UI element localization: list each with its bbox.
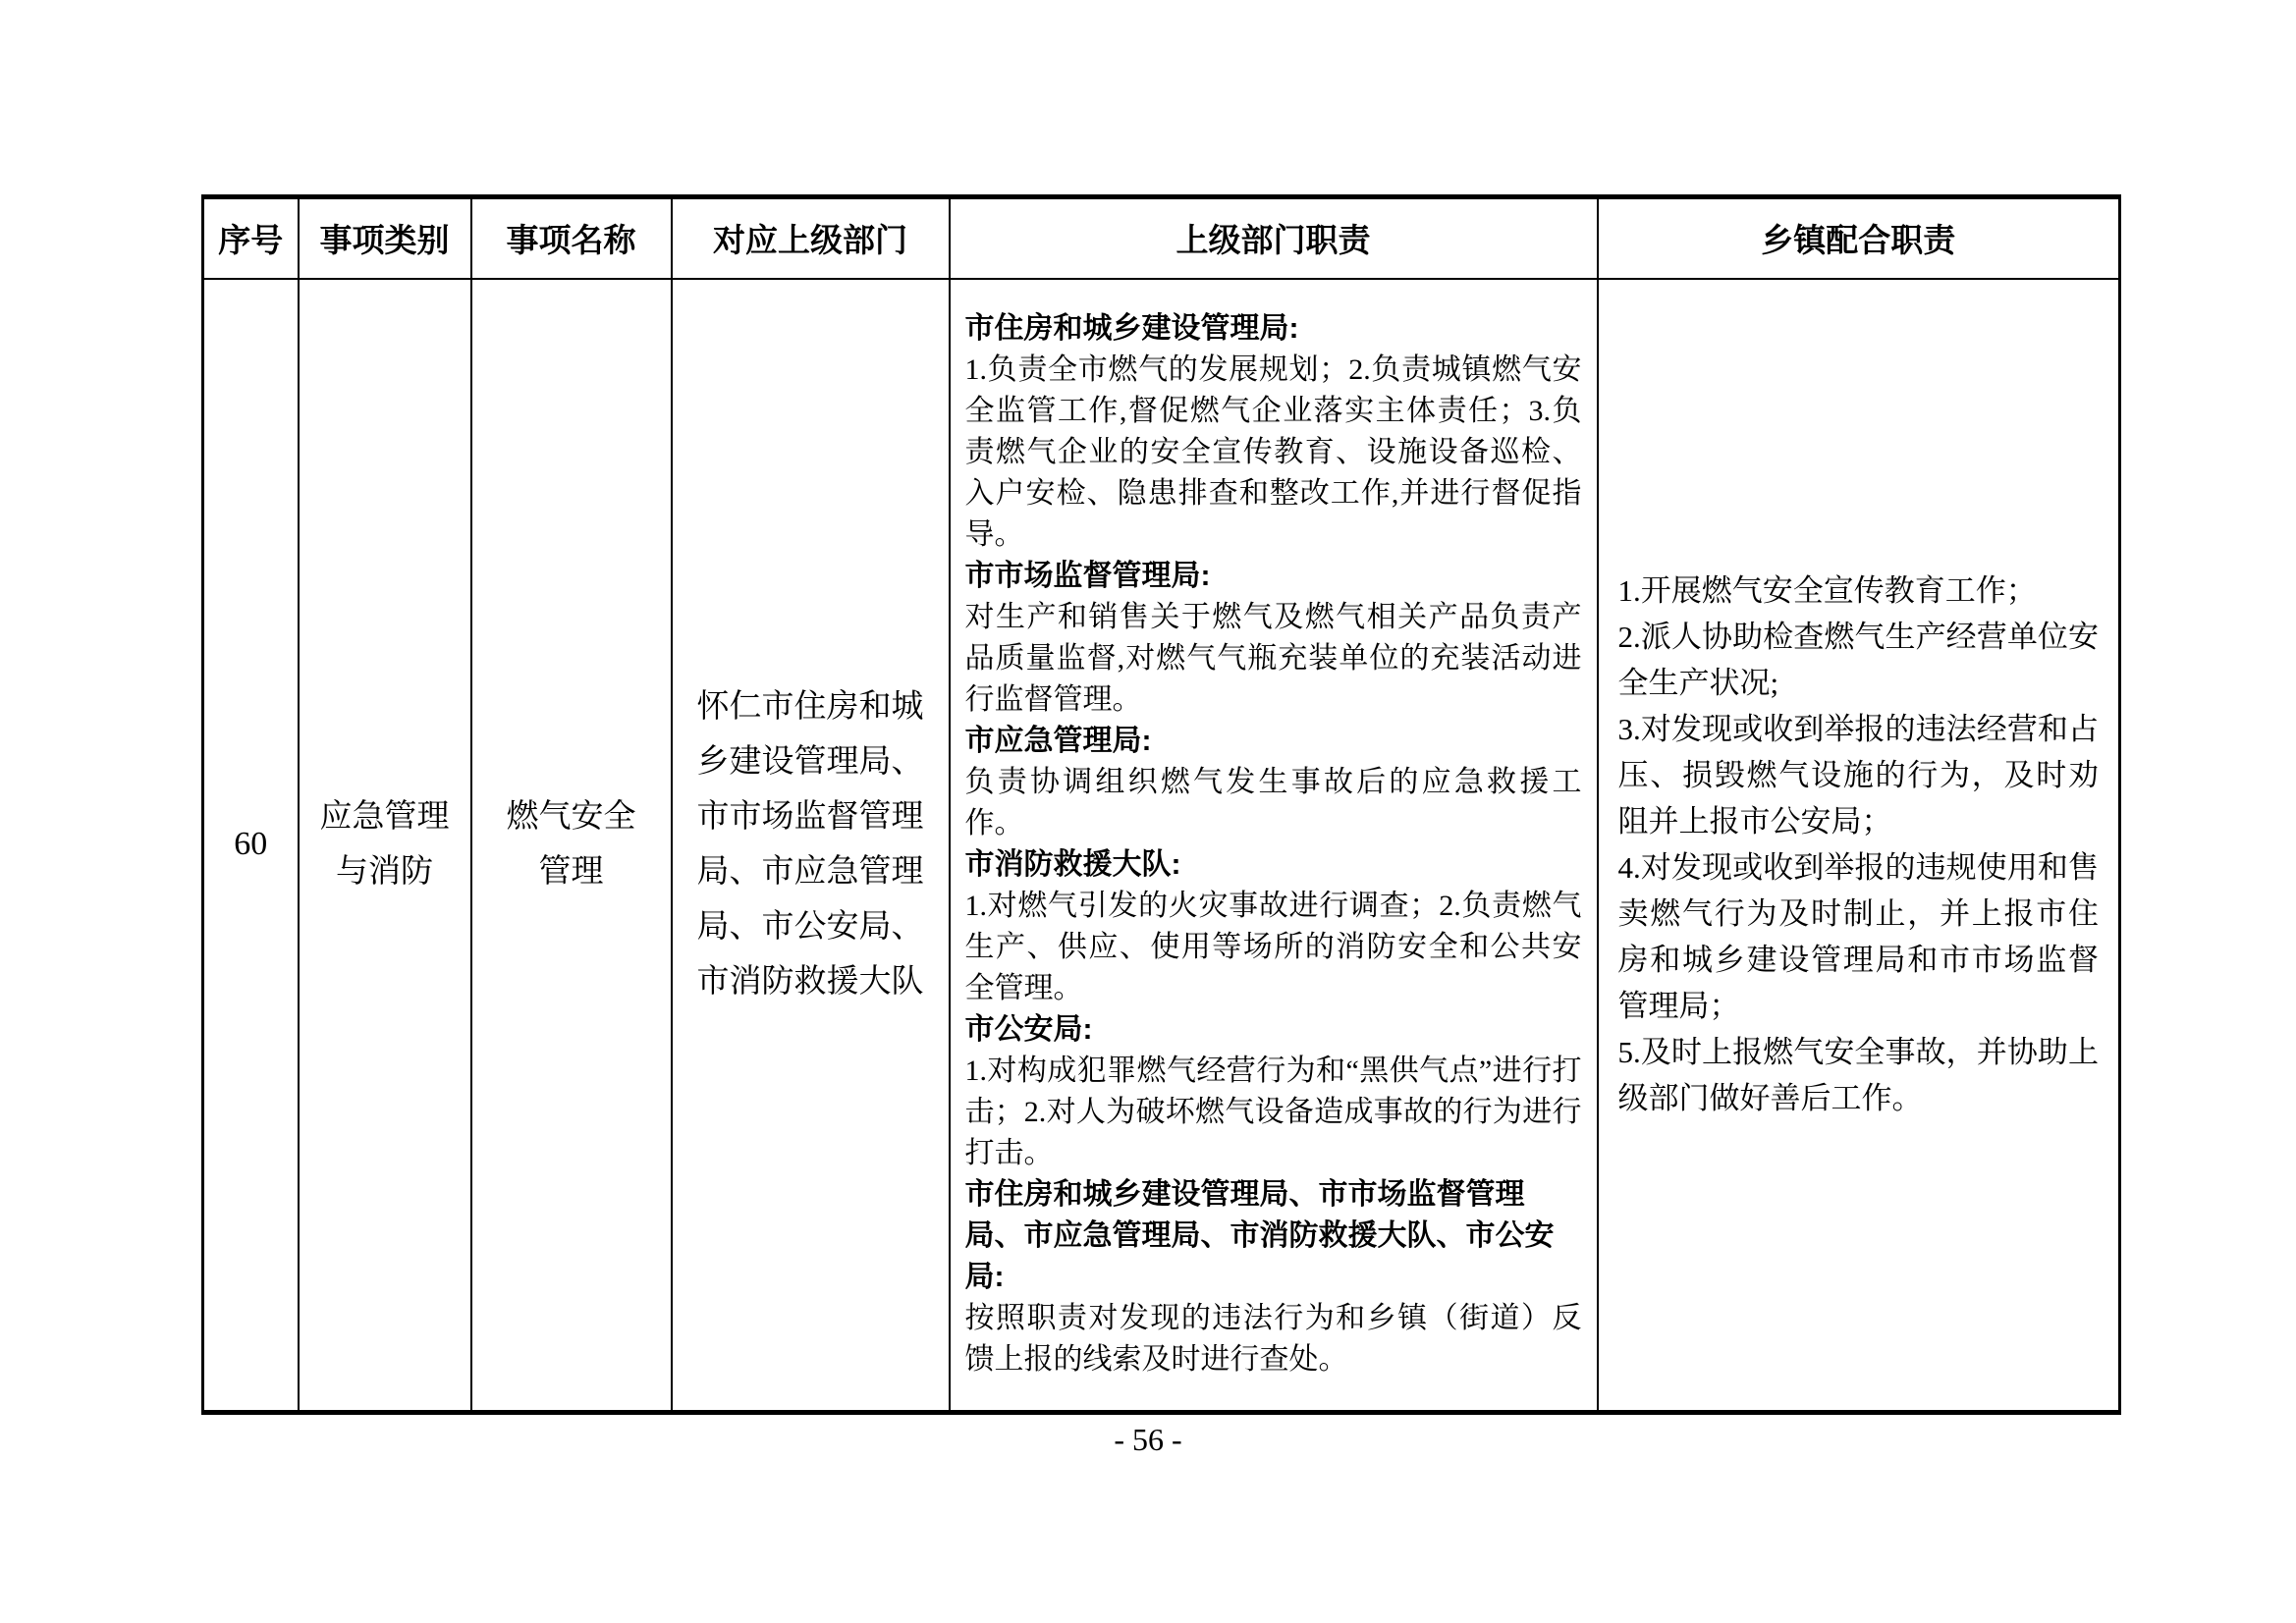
township-duty-item: 2.派人协助检查燃气生产经营单位安全生产状况; [1617,620,2099,701]
superior-duty-paragraph: 对生产和销售关于燃气及燃气相关产品负责产品质量监督,对燃气气瓶充装单位的充装活动进行监督管理。 [964,601,1582,717]
superior-duty-paragraph: 市住房和城乡建设管理局: [964,312,1299,346]
superior-duty-paragraph: 市市场监督管理局: [964,560,1211,593]
page-number: - 56 - [1114,1422,1182,1457]
responsibility-table [201,194,2121,1415]
header-name: 事项名称 [471,197,672,279]
superior-duty-paragraph: 1.对燃气引发的火灾事故进行调查；2.负责燃气生产、供应、使用等场所的消防安全和公共安全管理。 [964,890,1582,1005]
superior-duty-paragraph: 1.负责全市燃气的发展规划；2.负责城镇燃气安全监管工作,督促燃气企业落实主体责任；3.负责燃气企业的安全宣传教育、设施设备巡检、入户安检、隐患排查和整改工作,并进行督促指导。 [964,353,1582,552]
cell-name: 燃气安全管理 [471,279,672,1413]
township-duty-item: 1.开展燃气安全宣传教育工作； [1617,573,2037,609]
cell-township-duties [1598,279,2120,1413]
superior-duty-paragraph: 负责协调组织燃气发生事故后的应急救援工作。 [964,766,1582,840]
header-township-duties: 乡镇配合职责 [1598,197,2120,279]
township-duty-item: 5.及时上报燃气安全事故，并协助上级部门做好善后工作。 [1617,1035,2099,1116]
cell-category: 应急管理与消防 [299,279,471,1413]
superior-duty-paragraph: 市应急管理局: [964,725,1152,758]
superior-duty-paragraph: 市住房和城乡建设管理局、市市场监督管理局、市应急管理局、市消防救援大队、市公安局: [964,1178,1555,1294]
superior-duty-paragraph: 按照职责对发现的违法行为和乡镇（街道）反馈上报的线索及时进行查处。 [964,1302,1582,1377]
cell-departments: 怀仁市住房和城乡建设管理局、市市场监督管理局、市应急管理局、市公安局、市消防救援大队 [672,279,950,1413]
header-departments: 对应上级部门 [672,197,950,279]
superior-duty-paragraph: 市公安局: [964,1013,1093,1047]
header-category: 事项类别 [299,197,471,279]
township-duty-item: 3.对发现或收到举报的违法经营和占压、损毁燃气设施的行为，及时劝阻并上报市公安局； [1617,712,2099,839]
cell-superior-duties [950,279,1598,1413]
superior-duty-paragraph: 1.对构成犯罪燃气经营行为和“黑供气点”进行打击；2.对人为破坏燃气设备造成事故的行为进行打击。 [964,1055,1582,1170]
table-row [203,279,2120,1413]
cell-seq: 60 [203,279,299,1413]
header-superior-duties: 上级部门职责 [950,197,1598,279]
header-seq: 序号 [203,197,299,279]
township-duty-item: 4.对发现或收到举报的违规使用和售卖燃气行为及时制止，并上报市住房和城乡建设管理局和市市场监督管理局； [1617,850,2099,1024]
superior-duty-paragraph: 市消防救援大队: [964,848,1181,882]
table-header-row [203,197,2120,279]
